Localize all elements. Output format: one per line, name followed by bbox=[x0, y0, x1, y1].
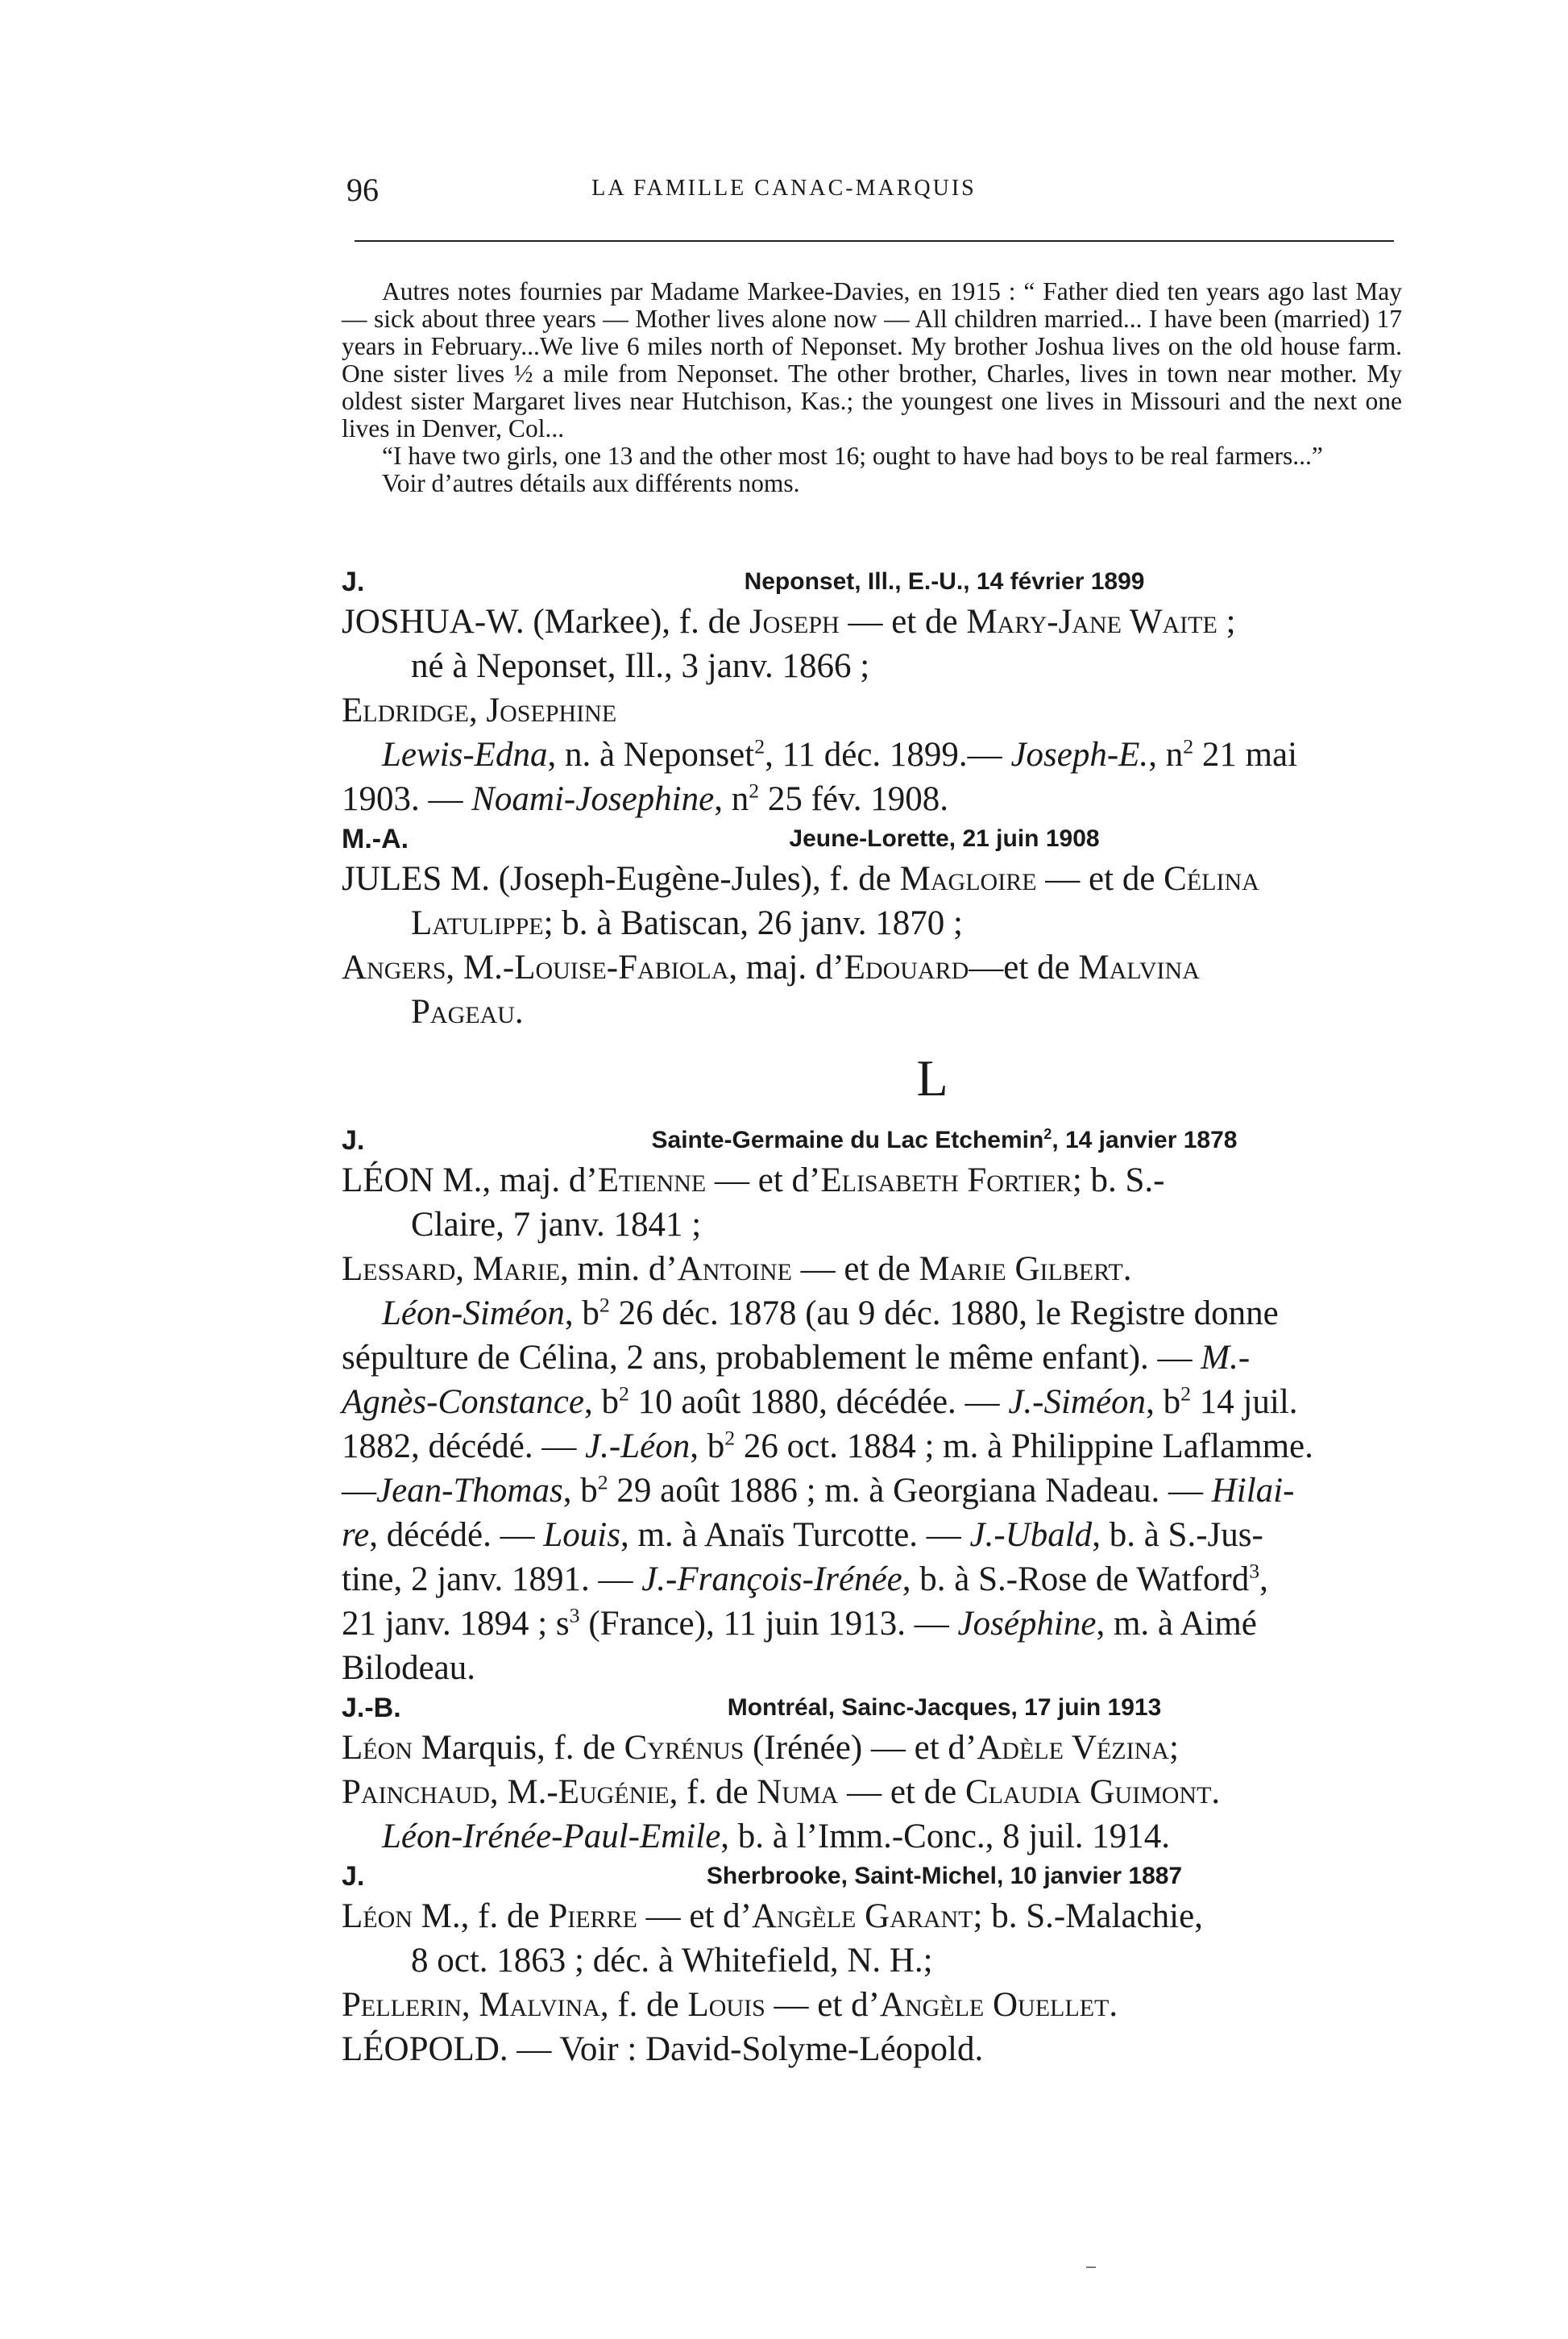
entry-line: JULES M. (Joseph-Eugène-Jules), f. de Magloire — et de Célina bbox=[342, 860, 1259, 898]
entry-place-date: Sherbrooke, Saint-Michel, 10 janvier 1887 bbox=[706, 1863, 1183, 1889]
entry-line: JOSHUA-W. (Markee), f. de Joseph — et de Mary-Jane Waite ; bbox=[342, 603, 1236, 641]
notes-block bbox=[342, 278, 1402, 497]
entry-children: Lewis-Edna, n. à Neponset$^2$, 11 déc. 1899.— Joseph-E., $n^2$ 21 mai bbox=[382, 734, 1298, 774]
entry-children: 21 janv. 1894 ; $s^3$ (France), 11 juin 1913. — Joséphine, m. à Aimé bbox=[342, 1603, 1257, 1643]
entry-heading bbox=[342, 1123, 1402, 1158]
entry-children: 1903. — Noami-Josephine, $n^2$ 25 fév. 1908. bbox=[342, 779, 948, 818]
entry-children: —Jean-Thomas, $b^2$ 29 août 1886 ; m. à Georgiana Nadeau. — Hilai- bbox=[342, 1470, 1295, 1510]
entry-children: sépulture de Célina, 2 ans, probablement le même enfant). — M.- bbox=[342, 1339, 1251, 1377]
entry-children: Léon-Siméon, $b^2$ 26 déc. 1878 (au 9 déc. 1880, le Registre donne bbox=[382, 1293, 1279, 1332]
entry-children: tine, 2 janv. 1891. — J.-François-Irénée, b. à S.-Rose de Watford$^3$, bbox=[342, 1559, 1268, 1598]
notes-see-more: Voir d’autres détails aux différents noms. bbox=[382, 469, 800, 497]
entry-children: 1882, décédé. — J.-Léon, $b^2$ 26 oct. 1884 ; m. à Philippine Laflamme. bbox=[342, 1426, 1313, 1465]
entry-abbrev: M.-A. bbox=[342, 823, 409, 854]
entry-line: 8 oct. 1863 ; déc. à Whitefield, N. H.; bbox=[411, 1942, 933, 1980]
entry-abbrev: J. bbox=[342, 1124, 365, 1156]
entry-heading bbox=[342, 1690, 1402, 1726]
footer-mark bbox=[1086, 2266, 1096, 2268]
entry-abbrev: J.-B. bbox=[342, 1692, 401, 1723]
entry-heading bbox=[342, 821, 1402, 857]
entry-place-date: Sainte-Germaine du Lac Etchemin$^2$, 14 janvier 1878 bbox=[651, 1126, 1238, 1153]
entry-line: Léon M., f. de Pierre — et d’Angèle Garant; b. S.-Malachie, bbox=[342, 1897, 1203, 1935]
entry-children: Léon-Irénée-Paul-Emile, b. à l’Imm.-Conc., 8 juil. 1914. bbox=[382, 1818, 1171, 1855]
entry-line: Pageau. bbox=[411, 993, 524, 1031]
entry-spouse: Pellerin, Malvina, f. de Louis — et d’Angèle Ouellet. bbox=[342, 1986, 1118, 2024]
notes-quote: “I have two girls, one 13 and the other most 16; ought to have had boys to be real farmers...” bbox=[382, 442, 1323, 470]
entry-abbrev: J. bbox=[342, 1860, 365, 1892]
entry-children: Bilodeau. bbox=[342, 1649, 475, 1687]
entry-spouse: Lessard, Marie, min. d’Antoine — et de Marie Gilbert. bbox=[342, 1250, 1132, 1288]
entry-spouse: Painchaud, M.-Eugénie, f. de Numa — et de Claudia Guimont. bbox=[342, 1773, 1221, 1811]
notes-intro: Autres notes fournies par Madame Markee-Davies, en 1915 : “ Father died ten years ago last May — sick about three years — Mother lives alone now — All children married... I have been (married) 17 years in February...We live 6 miles north of Neponset. My brother Joshua lives on the old house farm. One sister lives ½ a mile from Neponset. The other brother, Charles, lives in town near mother. My oldest sister Margaret lives near Hutchison, Kas.; the youngest one lives in Missouri and the next one lives in Denver, Col... bbox=[342, 277, 1402, 442]
entry-spouse: Angers, M.-Louise-Fabiola, maj. d’Edouard—et de Malvina bbox=[342, 949, 1200, 987]
entry-place-date: Jeune-Lorette, 21 juin 1908 bbox=[789, 825, 1100, 852]
entry-line: Léon Marquis, f. de Cyrénus (Irénée) — et d’Adèle Vézina; bbox=[342, 1729, 1179, 1767]
header-rule bbox=[355, 240, 1394, 242]
entry-line: Latulippe; b. à Batiscan, 26 janv. 1870 ; bbox=[411, 904, 963, 942]
section-letter: L bbox=[916, 1049, 948, 1107]
entry-place-date: Montréal, Sainc-Jacques, 17 juin 1913 bbox=[727, 1694, 1162, 1721]
entry-spouse: Eldridge, Josephine bbox=[342, 692, 617, 729]
entry-line: LÉON M., maj. d’Etienne — et d’Elisabeth Fortier; b. S.- bbox=[342, 1161, 1165, 1199]
entry-heading bbox=[342, 564, 1402, 600]
entry-children: re, décédé. — Louis, m. à Anaïs Turcotte. — J.-Ubald, b. à S.-Jus- bbox=[342, 1516, 1263, 1554]
entry-line: Claire, 7 janv. 1841 ; bbox=[411, 1206, 702, 1244]
entry-heading bbox=[342, 1859, 1402, 1894]
entry-line: né à Neponset, Ill., 3 janv. 1866 ; bbox=[411, 647, 870, 685]
entry-place-date: Neponset, Ill., E.-U., 14 février 1899 bbox=[744, 568, 1145, 595]
entry-abbrev: J. bbox=[342, 566, 365, 597]
cross-reference: LÉOPOLD. — Voir : David-Solyme-Léopold. bbox=[342, 2030, 984, 2068]
entries bbox=[342, 564, 1402, 2071]
running-title: LA FAMILLE CANAC-MARQUIS bbox=[591, 176, 977, 201]
page-number: 96 bbox=[346, 172, 379, 208]
entry-children: Agnès-Constance, $b^2$ 10 août 1880, décédée. — J.-Siméon, $b^2$ 14 juil. bbox=[342, 1381, 1298, 1421]
